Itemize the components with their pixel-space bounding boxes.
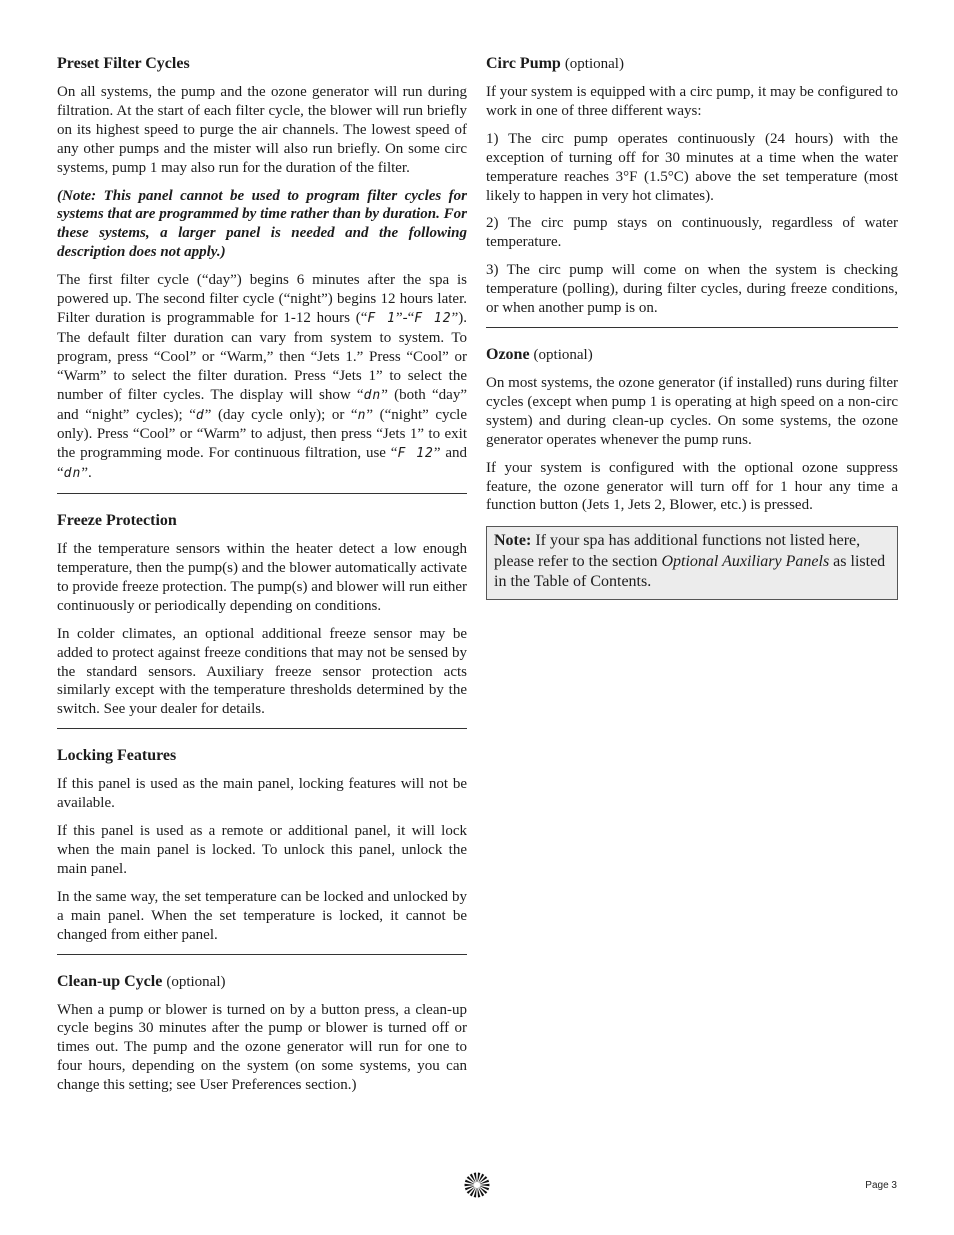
section-title: Locking Features — [57, 747, 177, 765]
section-title: Preset Filter Cycles — [57, 55, 190, 72]
section-locking-features — [57, 737, 467, 944]
section-preset-filter-cycles — [57, 54, 467, 484]
sunburst-logo-icon — [464, 1172, 490, 1198]
paragraph: 3) The circ pump will come on when the system is checking temperature (polling), during filter cycles, during freeze conditions, or when another pump is on. — [486, 262, 898, 317]
paragraph: On all systems, the pump and the ozone generator will run during filtration. At the start of each filter cycle, the blower will run briefly on its highest speed to purge the air channels. The lowest speed of any other pumps and the mister will also run briefly. On some circ systems, pump 1 may also run for the duration of the filter. — [57, 84, 467, 176]
left-column — [57, 54, 467, 1104]
paragraph: If the temperature sensors within the heater detect a low enough temperature, then the pump(s) and the blower automatically activate to provide freeze protection. The pump(s) and blower will run either continuously or periodically depending on conditions. — [57, 541, 468, 614]
section-title: Ozone (optional) — [486, 345, 593, 363]
lcd-glyph: d — [195, 407, 205, 423]
section-clean-up-cycle — [57, 963, 467, 1096]
section-freeze-protection — [57, 502, 467, 719]
lcd-glyph: n — [357, 407, 367, 423]
lcd-glyph: dn — [63, 466, 82, 482]
section-title: Freeze Protection — [57, 512, 177, 530]
section-ozone — [486, 336, 898, 515]
section-divider — [57, 493, 467, 494]
section-divider — [486, 327, 898, 328]
lcd-glyph: dn — [363, 387, 382, 403]
paragraph: If your system is configured with the optional ozone suppress feature, the ozone generator will turn off for 1 hour any time a function button (Jets 1, Jets 2, Blower, etc.) is pressed. — [486, 459, 898, 514]
note-paragraph: (Note: This panel cannot be used to program filter cycles for systems that are programmed by time rather than by duration. For these systems, a larger panel is needed and the following description does not apply.) — [57, 187, 467, 261]
paragraph: On most systems, the ozone generator (if installed) runs during filter cycles (except when pump 1 is operating at high speed on a non-circ system) and during clean-up cycles. On some systems, the ozone generator operates whenever the pump runs. — [486, 374, 898, 448]
lcd-glyph: F 12 — [397, 446, 434, 462]
page-number: Page 3 — [865, 1180, 897, 1191]
section-divider — [57, 728, 467, 729]
paragraph-filter-programming: The first filter cycle (“day”) begins 6 minutes after the spa is powered up. The second filter cycle (“night”) begins 12 hours later. Filter duration is programmable for 1-12 hours (“F 1”-“F 12”). The default filter duration can vary from system to system. To program, press “Cool” or “Warm,” then “Jets 1.” Press “Cool” or “Warm” to select the filter duration. Press “Jets 1” to select the number of filter cycles. The display will show “dn” (both “day” and “night” cycles); “d” (day cycle only); or “n” (“night” cycle only). Press “Cool” or “Warm” to adjust, then press “Jets 1” to exit the programming mode. For continuous filtration, use “F 12” and “dn”. — [57, 272, 468, 482]
right-column — [486, 54, 898, 600]
paragraph: If this panel is used as the main panel, locking features will not be available. — [57, 776, 467, 812]
section-title: Clean-up Cycle (optional) — [57, 972, 226, 990]
paragraph: When a pump or blower is turned on by a button press, a clean-up cycle begins 30 minutes after the pump or blower is turned off or times out. The pump and the ozone generator will run for one to four hours, depending on the system (on some systems, you can change this setting; see User Preferences section.) — [57, 1001, 467, 1094]
note-box: Note: If your spa has additional functions not listed here, please refer to the section Optional Auxiliary Panels as listed in the Table of Contents. — [486, 526, 898, 600]
paragraph: 2) The circ pump stays on continuously, regardless of water temperature. — [486, 215, 898, 251]
paragraph: In colder climates, an optional additional freeze sensor may be added to protect against freeze conditions that may not be sensed by the standard sensors. Auxiliary freeze sensor protection acts similarly except with the temperature thresholds determined by the switch. See your dealer for details. — [57, 625, 467, 718]
lcd-glyph: F 12 — [414, 310, 452, 326]
lcd-glyph: F 1 — [367, 310, 396, 326]
section-title: Circ Pump (optional) — [486, 55, 624, 72]
section-circ-pump — [486, 54, 898, 318]
paragraph: 1) The circ pump operates continuously (24 hours) with the exception of turning off for 30 minutes at a time when the water temperature reaches 3°F (1.5°C) above the set temperature (most likely to happen in very hot climates). — [486, 130, 898, 204]
paragraph: If your system is equipped with a circ pump, it may be configured to work in one of three different ways: — [486, 84, 898, 119]
paragraph: In the same way, the set temperature can be locked and unlocked by a main panel. When the set temperature is locked, it cannot be changed from either panel. — [57, 888, 467, 943]
paragraph: If this panel is used as a remote or additional panel, it will lock when the main panel is locked. To unlock this panel, unlock the main panel. — [57, 823, 467, 877]
section-divider — [57, 954, 467, 955]
